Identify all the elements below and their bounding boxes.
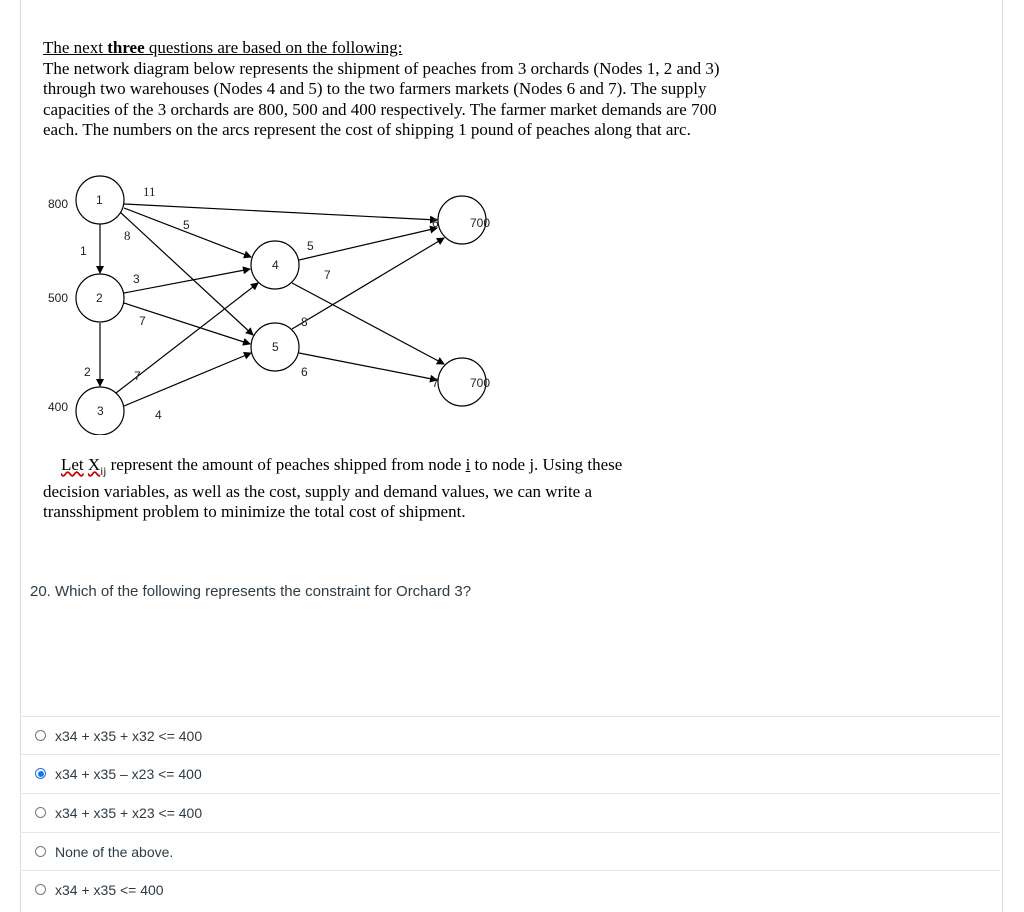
answer-option-2[interactable] xyxy=(20,754,1000,792)
answer-label: x34 + x35 – x23 <= 400 xyxy=(55,765,202,782)
answer-label: x34 + x35 + x23 <= 400 xyxy=(55,804,203,821)
cost-1-4: 5 xyxy=(183,218,190,232)
cost-2-4: 3 xyxy=(133,272,140,286)
radio-icon[interactable] xyxy=(35,884,46,895)
decision-variables-text: Let $X_{ij}$ represent the amount of peaches shipped from node i to node j. Using these decision variables, as well as the cost, supply and demand values, we can write a transshipment problem to minimize the total cost of shipment. xyxy=(43,455,623,522)
node-7-demand: 700 xyxy=(470,376,491,390)
node-2 xyxy=(48,274,124,322)
radio-icon[interactable] xyxy=(35,807,46,818)
cost-2-3: 2 xyxy=(84,365,91,379)
cost-5-6: 7 xyxy=(324,268,331,282)
cost-1-2: 1 xyxy=(80,244,87,258)
answer-option-4[interactable] xyxy=(20,832,1000,870)
cost-3-4: 7 xyxy=(134,369,141,383)
intro-text xyxy=(43,38,743,141)
arc-2-4 xyxy=(124,269,250,293)
radio-selected-icon[interactable] xyxy=(35,768,46,779)
network-diagram xyxy=(30,175,530,435)
node-1-supply: 800 xyxy=(48,197,69,211)
node-3 xyxy=(48,387,124,435)
radio-icon[interactable] xyxy=(35,846,46,857)
cost-4-7: 8 xyxy=(301,315,308,329)
answer-option-3[interactable] xyxy=(20,793,1000,831)
cost-2-5: 7 xyxy=(139,314,146,328)
intro-heading: The next three questions are based on the following: xyxy=(43,38,403,57)
svg-text:7: 7 xyxy=(432,376,439,390)
svg-text:1: 1 xyxy=(96,193,103,207)
node-6-demand: 700 xyxy=(470,216,491,230)
arc-3-5 xyxy=(124,353,251,406)
answer-label: x34 + x35 + x32 <= 400 xyxy=(55,727,203,744)
svg-text:5: 5 xyxy=(272,340,279,354)
intro-body: The network diagram below represents the shipment of peaches from 3 orchards (Nodes 1, 2 and 3) through two warehouses (Nodes 4 and 5) to the two farmers markets (Nodes 6 and 7). The supply capacities of the 3 orchards are 800, 500 and 400 respectively. The farmer market demands are 700 each. The numbers on the arcs represent the cost of shipping 1 pound of peaches along that arc. xyxy=(43,58,720,139)
cost-5-7: 6 xyxy=(301,365,308,379)
svg-text:4: 4 xyxy=(272,258,279,272)
answer-option-1[interactable] xyxy=(20,716,1000,754)
svg-text:2: 2 xyxy=(96,291,103,305)
arc-4-7 xyxy=(292,283,444,364)
node-5 xyxy=(251,323,299,371)
question-text: 20. Which of the following represents the constraint for Orchard 3? xyxy=(30,583,472,600)
cost-1-6: 11 xyxy=(143,184,156,199)
svg-text:6: 6 xyxy=(432,216,439,230)
cost-3-5: 4 xyxy=(155,408,162,422)
answer-option-5[interactable] xyxy=(20,870,1000,908)
answer-label: x34 + x35 <= 400 xyxy=(55,881,164,898)
arc-5-7 xyxy=(299,353,437,380)
node-4 xyxy=(251,241,299,289)
cost-4-6: 5 xyxy=(307,239,314,253)
node-6 xyxy=(432,196,490,244)
svg-text:3: 3 xyxy=(97,404,104,418)
node-1 xyxy=(48,176,124,224)
arc-1-6 xyxy=(124,204,437,220)
cost-1-5: 8 xyxy=(124,228,131,243)
radio-icon[interactable] xyxy=(35,730,46,741)
node-2-supply: 500 xyxy=(48,291,69,305)
node-7 xyxy=(432,358,490,406)
right-border xyxy=(1002,0,1003,912)
node-3-supply: 400 xyxy=(48,400,69,414)
arc-5-6 xyxy=(292,238,444,329)
answer-label: None of the above. xyxy=(55,843,174,860)
